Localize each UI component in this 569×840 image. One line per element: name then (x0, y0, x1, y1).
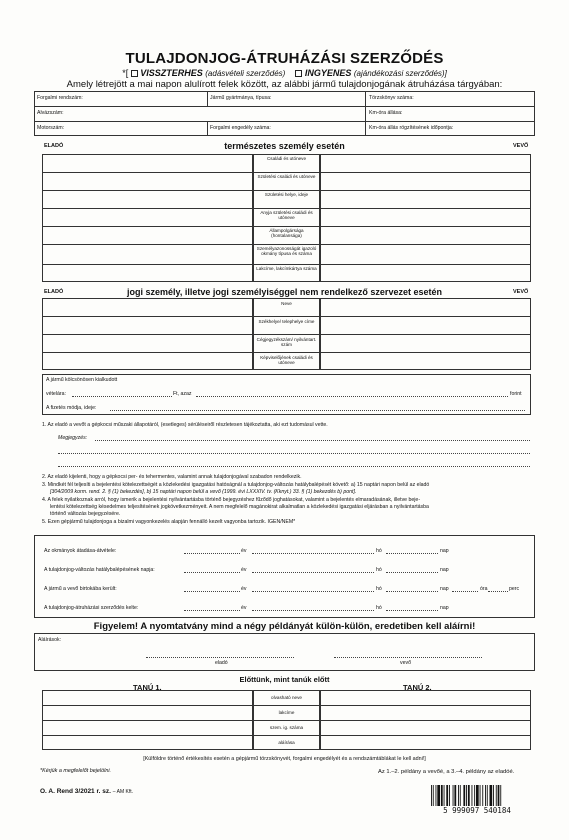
copies-note: Az 1.–2. példány a vevőé, a 3.–4. példány az eladóé. (378, 769, 515, 775)
witness-2-heading: TANÚ 2. (403, 683, 432, 692)
year-field[interactable] (184, 605, 240, 611)
row-divider (42, 190, 531, 191)
intro-text: Amely létrejött a mai napon alulírott felek között, az alábbi jármű tulajdonjogának átruházása tárgyában: (66, 79, 503, 90)
row-divider (42, 264, 531, 265)
minute-label: perc (509, 586, 520, 592)
row-divider (42, 226, 531, 227)
plate-number-label[interactable]: Forgalmi rendszám: (37, 95, 83, 101)
day-label: nap (440, 586, 449, 592)
remarks-field-1[interactable] (95, 435, 530, 441)
warning-text: Figyelem! A nyomtatvány mind a négy példányát külön-külön, eredetiben kell aláírni! (93, 621, 476, 632)
natural-person-heading: természetes személy esetén (224, 141, 345, 151)
footnote: *Kérjük a megfelelőt bejelölni. (40, 768, 112, 774)
option-free-note: (ajándékozási szerződés)] (353, 69, 447, 78)
clause-2: 2. Az eladó kijelenti, hogy a gépkocsi per- és tehermentes, valamint annak tulajdonjogával szabadon rendelkezik. (42, 474, 302, 480)
witness-field-label: szem. ig. száma (269, 725, 304, 730)
seller-signature-line[interactable] (146, 654, 294, 658)
natural-field-label: Születési családi és utóneve (257, 174, 316, 179)
publisher: – AM Kft. (112, 789, 134, 795)
signatures-label: Aláírások: (38, 637, 62, 643)
divider (34, 121, 535, 122)
witness-1-heading: TANÚ 1. (133, 683, 162, 692)
year-label: év (241, 605, 247, 611)
month-label: hó (376, 548, 382, 554)
seller-signature-caption: eladó (215, 660, 228, 666)
remarks-field-3[interactable] (58, 461, 530, 467)
chassis-number-label[interactable]: Alvázszám: (37, 110, 64, 116)
price-words-field[interactable] (196, 391, 508, 397)
legal-field-label: Cégjegyzékszám/ nyilvántart. szám (256, 337, 317, 347)
seller-label: ELADÓ (44, 143, 64, 149)
month-field[interactable] (252, 605, 374, 611)
payment-method-label: A fizetés módja, ideje: (46, 405, 97, 411)
month-field[interactable] (252, 548, 374, 554)
natural-field-label: Családi és utóneve (266, 156, 307, 161)
buyer-signature-caption: vevő (400, 660, 411, 666)
day-field[interactable] (386, 548, 438, 554)
year-field[interactable] (184, 567, 240, 573)
clause-4a: 4. A felek nyilatkoznak arról, hogy ismerik a bejelentési nyilvántartásba történő bejegyzéshez fűződő joghatásokat, valamint a bejelentés elmaradásának, illetve beje- (42, 497, 421, 503)
checkbox-free[interactable] (295, 70, 302, 77)
witness-field-label: lakcíme (278, 710, 295, 715)
bracket-prefix: *[ (122, 68, 129, 78)
clause-3a: 3. Mindkét fél teljesíti a bejelentési kötelezettségét a közlekedési igazgatási hatóságnál a tulajdonjog-változás hatálybalépését követő: a) 15 naptári napon belül az eladó (42, 482, 430, 488)
row-divider (42, 334, 531, 335)
payment-method-field[interactable] (110, 405, 525, 411)
year-field[interactable] (184, 586, 240, 592)
witnesses-heading: Előttünk, mint tanúk előtt (239, 675, 330, 684)
date-row-label: Az okmányok átadása-átvétele: (44, 548, 117, 554)
day-field[interactable] (386, 567, 438, 573)
legal-field-label: Neve (281, 301, 292, 306)
form-code (40, 788, 133, 795)
row-divider (42, 316, 531, 317)
legal-entity-heading: jogi személy, illetve jogi személyiséggel nem rendelkező szervezet esetén (127, 287, 442, 297)
row-divider (42, 244, 531, 245)
month-label: hó (376, 605, 382, 611)
month-field[interactable] (252, 567, 374, 573)
buyer-signature-line[interactable] (334, 654, 482, 658)
row-divider (42, 352, 531, 353)
clause-3b: [304/2009 korm. rend. 2. § (1) bekezdés], b) 15 naptári napon belül a vevő (1999. évi LXXXIV. tv. (Kknyt.) 33. § (1) bekezdés b) pont]. (50, 489, 357, 495)
date-row-label: A jármű a vevő birtokába került: (44, 586, 117, 592)
natural-field-label: Születési helye, ideje (264, 192, 309, 197)
row-divider (42, 735, 531, 736)
date-row-label: A tulajdonjog-változás hatálybalépésének napja: (44, 567, 155, 573)
option-onerous-note: (adásvételi szerződés) (205, 69, 286, 78)
clause-4c: történő változás bejegyzésére. (50, 511, 121, 517)
clause-5: 5. Ezen gépjármű tulajdonjoga a bizalmi vagyonkezelés alapján fennálló kezelt vagyonba tartozik. IGEN/NEM* (42, 519, 296, 525)
odometer-date-label[interactable]: Km-óra állás rögzítésének időpontja: (369, 125, 454, 131)
day-label: nap (440, 605, 449, 611)
divider (365, 91, 366, 136)
option-onerous-label: VISSZTERHES (140, 68, 203, 78)
remarks-field-2[interactable] (58, 448, 530, 454)
seller-label-legal: ELADÓ (44, 289, 64, 295)
date-row-label: A tulajdonjog-átruházási szerződés kelte: (44, 605, 139, 611)
natural-field-label: Állampolgársága (hontalansága) (269, 228, 304, 238)
day-field[interactable] (386, 586, 438, 592)
month-label: hó (376, 567, 382, 573)
day-field[interactable] (386, 605, 438, 611)
ft-label: Ft, azaz (173, 391, 192, 397)
year-label: év (241, 586, 247, 592)
year-label: év (241, 548, 247, 554)
year-label: év (241, 567, 247, 573)
remarks-label: Megjegyzés: (58, 435, 88, 441)
buyer-label-legal: VEVŐ (513, 289, 529, 295)
checkbox-onerous[interactable] (131, 70, 138, 77)
foreign-sale-note: [Külföldre történő értékesítés esetén a gépjármű törzskönyvét, forgalmi engedélyét és a rendszámtáblákat le kell adni!] (143, 756, 426, 762)
hour-label: óra (480, 586, 488, 592)
natural-field-label: Anyja születési családi és utóneve (260, 210, 313, 220)
divider (207, 121, 208, 136)
price-label: vételára: (46, 391, 66, 397)
natural-field-label: Személyazonosságát igazoló okmány típusa és száma (256, 246, 317, 256)
barcode-number: 5 999097 540184 (427, 806, 527, 815)
witness-field-label: aláírása (278, 740, 295, 745)
price-amount-field[interactable] (72, 391, 172, 397)
minute-field[interactable] (488, 586, 508, 592)
natural-field-label: Lakcíme, lakcímkártya száma (256, 266, 317, 271)
make-model-label[interactable]: Jármű gyártmánya, típusa: (210, 95, 272, 101)
vehicle-table (34, 91, 535, 136)
year-field[interactable] (184, 548, 240, 554)
seller-natural-box[interactable] (42, 154, 253, 282)
clause-1: 1. Az eladó a vevőt a gépkocsi műszaki állapotáról, (esetleges) sérüléseiről részletesen tájékoztatta, aki ezt tudomásul vette. (42, 422, 328, 428)
license-number-label[interactable]: Forgalmi engedély száma: (210, 125, 271, 131)
forint-label: forint (510, 391, 522, 397)
witness-field-label: olvasható neve (271, 695, 302, 700)
buyer-natural-box[interactable] (320, 154, 531, 282)
legal-field-label: Képviselőjének családi és utóneve (260, 355, 313, 365)
month-field[interactable] (252, 586, 374, 592)
form-title: TULAJDONJOG-ÁTRUHÁZÁSI SZERZŐDÉS (125, 50, 444, 67)
option-free-label: INGYENES (304, 68, 352, 78)
agreed-price-label: A jármű kölcsönösen kialkudott (46, 377, 118, 383)
form-code-text: O. A. Rend 3/2021 r. sz. (40, 788, 111, 795)
divider (34, 106, 535, 107)
row-divider (42, 208, 531, 209)
month-label: hó (376, 586, 382, 592)
engine-number-label[interactable]: Motorszám: (37, 125, 65, 131)
buyer-label: VEVŐ (513, 143, 529, 149)
row-divider (42, 172, 531, 173)
row-divider (42, 705, 531, 706)
contract-type-line (0, 68, 569, 78)
day-label: nap (440, 548, 449, 554)
signatures-box (34, 633, 535, 671)
row-divider (42, 720, 531, 721)
odometer-label[interactable]: Km-óra állása: (369, 110, 403, 116)
divider (207, 91, 208, 106)
day-label: nap (440, 567, 449, 573)
legal-field-label: Székhelye/ telephelye címe (258, 319, 315, 324)
clause-4b: lentési kötelezettség késedelmes teljesítésének jogkövetkezményeit. A nem megfelelő magánokirat alkalmatlan a közlekedési igazgatási eljárásban a nyilvántartásba (50, 504, 429, 510)
registration-book-label[interactable]: Törzskönyv száma: (369, 95, 414, 101)
hour-field[interactable] (452, 586, 478, 592)
